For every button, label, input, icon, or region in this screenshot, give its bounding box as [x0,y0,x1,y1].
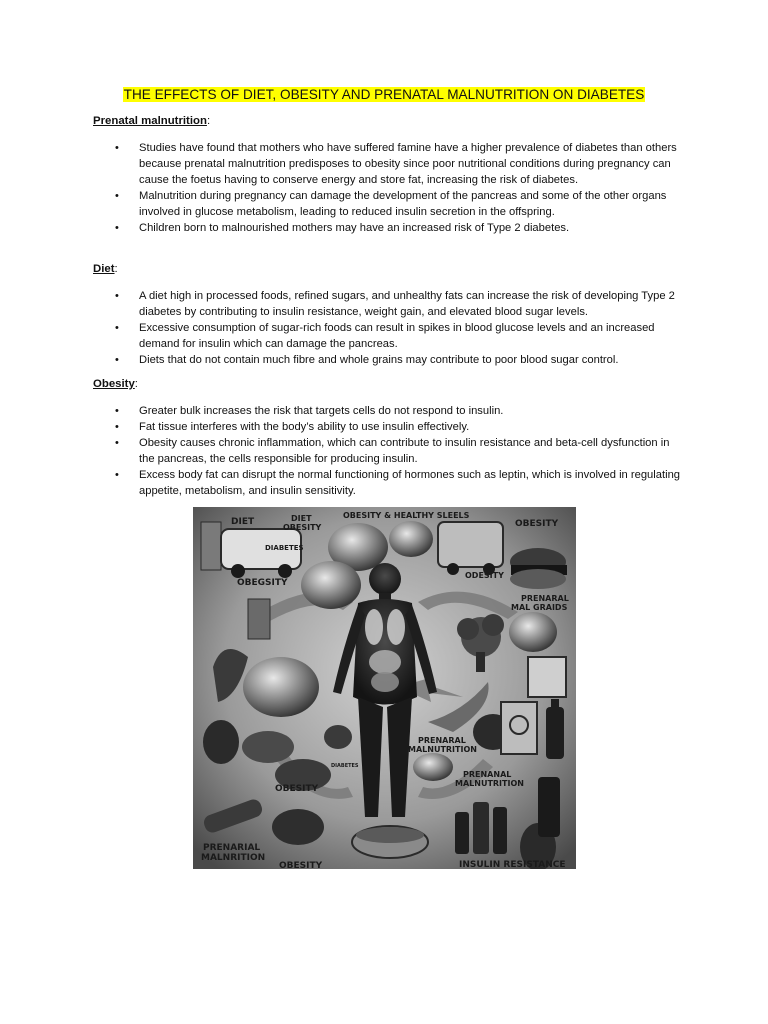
wheel-icon [278,564,292,578]
label-obesity-top-right: OBESITY [515,519,559,529]
list-item-text: Studies have found that mothers who have suffered famine have a higher prevalence of diabetes than others because prenatal malnutrition predisposes to obesity since poor nutritional conditions during pregnancy can cause the foetus having to conserve energy and store fat, increasing the risk of diabetes. [139,142,677,186]
list-item-text: Diets that do not contain much fibre and whole grains may contribute to poor blood sugar control. [139,354,619,366]
label-diabetes-small: DIABETES [331,763,359,769]
label-obegsity: OBEGSITY [237,578,288,588]
burger-base-icon [510,569,566,589]
label-prenarial-2: MALNRITION [201,853,266,863]
list-item [93,140,683,188]
label-prenanal-2: MALNUTRITION [455,779,524,788]
lung-icon [365,609,383,645]
list-item-text: Fat tissue interferes with the body’s ability to use insulin effectively. [139,421,470,433]
heading-colon: : [114,263,118,275]
grain-icon [356,827,424,843]
soda-bottle-icon [493,807,507,854]
list-item [93,403,683,419]
bullet-icon: • [115,322,119,334]
label-diet-obesity-2: OBESITY [283,523,322,532]
drink-glass-icon [201,522,221,570]
tomato-icon [324,725,352,749]
popcorn-box-icon [528,657,566,697]
label-odesity: ODESITY [465,571,504,580]
heading-colon: : [134,378,138,390]
pepper-icon [203,720,239,764]
list-item [93,419,683,435]
label-prenaral-mal-1: PRENARAL [521,594,569,603]
bread-roll-icon [242,731,294,763]
list-item-text: Children born to malnourished mothers may have an increased risk of Type 2 diabetes. [139,222,570,234]
page-title-text: THE EFFECTS OF DIET, OBESITY AND PRENATAL MALNUTRITION ON DIABETES [123,87,645,102]
juice-carton-icon [501,702,537,754]
soda-bottle-icon [538,777,560,837]
list-item [93,188,683,220]
bullet-icon: • [115,142,119,154]
label-insulin-resistance: INSULIN RESISTANCE [459,860,566,869]
section-heading-text: Prenatal malnutrition [93,115,207,127]
list-item [93,220,683,236]
label-prenaral-mid-1: PRENARAL [418,736,466,745]
burger-icon [272,809,324,845]
obesity-list [93,403,683,499]
lung-icon [387,609,405,645]
soda-bottle-icon [455,812,469,854]
section-heading-text: Obesity [93,378,135,390]
page-title [0,86,768,104]
bottle-cap-icon [551,699,559,709]
bullet-icon: • [115,290,119,302]
bullet-icon: • [115,354,119,366]
list-item [93,435,683,467]
soda-bottle-icon [473,802,489,854]
label-obesity-bottom: OBESITY [279,861,323,869]
section-heading-text: Diet [93,263,115,275]
prenatal-list [93,140,683,236]
bullet-icon: • [115,405,119,417]
diet-list [93,288,683,368]
salad-plate-icon [301,561,361,609]
list-item [93,467,683,499]
list-item [93,320,683,352]
head-icon [369,563,401,595]
intestine-icon [369,650,401,674]
label-diabetes-van: DIABETES [265,544,304,552]
list-item [93,288,683,320]
list-item-text: Excessive consumption of sugar-rich foods can result in spikes in blood glucose levels and an increased demand for insulin which can damage the pancreas. [139,322,655,350]
heading-colon: : [206,115,211,127]
bullet-icon: • [115,421,119,433]
label-prenaral-mal-2: MAL GRAIDS [511,603,568,612]
section-heading-diet [93,262,118,277]
list-item-text: Excess body fat can disrupt the normal functioning of hormones such as leptin, which is involved in regulating appetite, metabolism, and insulin sensitivity. [139,469,681,497]
bullet-icon: • [115,190,119,202]
section-heading-obesity [93,377,138,392]
broccoli-stem-icon [476,652,485,672]
list-item-text: Obesity causes chronic inflammation, which can contribute to insulin resistance and beta-cell dysfunction in the pancreas, the cells responsible for producing insulin. [139,437,670,465]
soda-bottle-icon [546,707,564,759]
list-item [93,352,683,368]
label-prenarial-1: PRENARIAL [203,843,261,853]
fruit-icon [389,521,433,557]
wheel-icon [231,564,245,578]
bullet-icon: • [115,222,119,234]
label-obesity-left: OBESITY [275,784,319,794]
list-item-text: Malnutrition during pregnancy can damage the development of the pancreas and some of the other organs involved in glucose metabolism, leading to reduced insulin secretion in the offspring. [139,190,667,218]
bread-icon [509,612,557,652]
broccoli-floret-icon [457,618,479,640]
bullet-icon: • [115,469,119,481]
label-diet: DIET [231,517,255,527]
section-heading-prenatal [93,114,210,129]
wheel-icon [447,563,459,575]
label-obesity-healthy: OBESITY & HEALTHY SLEELS [343,511,470,520]
label-prenanal-1: PRENANAL [463,770,512,779]
illustration-svg [193,507,576,869]
diabetes-illustration [193,507,576,869]
label-diet-obesity-1: DIET [291,514,312,523]
drink-glass-icon [248,599,270,639]
intestine-icon [371,672,399,692]
cabbage-icon [243,657,319,717]
label-prenaral-mid-2: MALNUTRITION [408,745,477,754]
list-item-text: A diet high in processed foods, refined sugars, and unhealthy fats can increase the risk of developing Type 2 diabetes by contributing to insulin resistance, weight gain, and elevated blood sugar levels. [139,290,675,318]
van-icon [438,522,503,567]
list-item-text: Greater bulk increases the risk that targets cells do not respond to insulin. [139,405,504,417]
food-plate-icon [413,753,453,781]
bullet-icon: • [115,437,119,449]
broccoli-floret-icon [482,614,504,636]
